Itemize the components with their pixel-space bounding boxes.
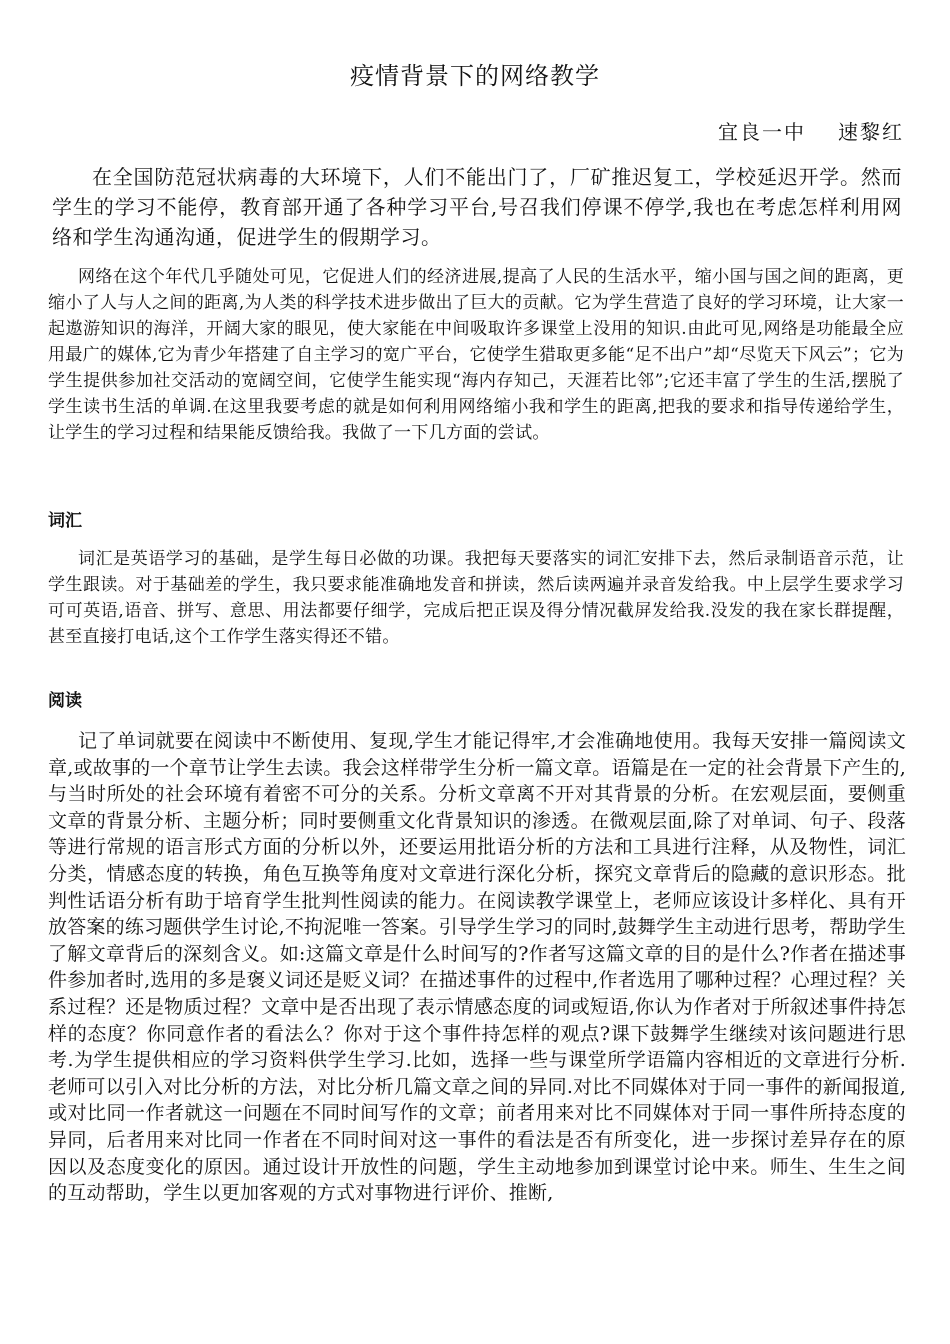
section-heading-vocab: 词汇 <box>48 511 82 531</box>
section-heading-reading: 阅读 <box>48 691 82 711</box>
document-title: 疫情背景下的网络教学 <box>350 62 600 90</box>
vocab-paragraph: 词汇是英语学习的基础，是学生每日必做的功课。我把每天要落实的词汇安排下去，然后录制语音示范，让学生跟读。对于基础差的学生，我只要求能准确地发音和拼读，然后读两遍并录音发给我。中上层学生要求学习可可英语,语音、拼写、意思、用法都要仔细学，完成后把正误及得分情况截屏发给我.没发的我在家长群提醒，甚至直接打电话,这个工作学生落实得还不错。 <box>48 549 904 647</box>
intro-paragraph: 在全国防范冠状病毒的大环境下，人们不能出门了，厂矿推迟复工，学校延迟开学。然而学生的学习不能停，教育部开通了各种学习平台,号召我们停课不停学,我也在考虑怎样利用网络和学生沟通沟通，促进学生的假期学习。 <box>52 165 902 249</box>
reading-paragraph: 记了单词就要在阅读中不断使用、复现,学生才能记得牢,才会准确地使用。我每天安排一篇阅读文章,或故事的一个章节让学生去读。我会这样带学生分析一篇文章。语篇是在一定的社会背景下产生的,与当时所处的社会环境有着密不可分的关系。分析文章离不开对其背景的分析。在宏观层面，要侧重文章的背景分析、主题分析；同时要侧重文化背景知识的渗透。在微观层面,除了对单词、句子、段落等进行常规的语言形式方面的分析以外，还要运用批语分析的方法和工具进行注释，从及物性，词汇分类，情感态度的转换，角色互换等角度对文章进行深化分析，探究文章背后的隐藏的意识形态。批判性话语分析有助于培育学生批判性阅读的能力。在阅读教学课堂上，老师应该设计多样化、具有开放答案的练习题供学生讨论,不拘泥唯一答案。引导学生学习的同时,鼓舞学生主动进行思考，帮助学生了解文章背后的深刻含义。如:这篇文章是什么时间写的?作者写这篇文章的目的是什么?作者在描述事件参加者时,选用的多是褒义词还是贬义词？在描述事件的过程中,作者选用了哪种过程？心理过程？关系过程？还是物质过程？文章中是否出现了表示情感态度的词或短语,你认为作者对于所叙述事件持怎样的态度？你同意作者的看法么？你对于这个事件持怎样的观点?课下鼓舞学生继续对该问题进行思考.为学生提供相应的学习资料供学生学习.比如，选择一些与课堂所学语篇内容相近的文章进行分析.老师可以引入对比分析的方法，对比分析几篇文章之间的异同.对比不同媒体对于同一事件的新闻报道,或对比同一作者就这一问题在不同时间写作的文章；前者用来对比不同媒体对于同一事件所持态度的异同，后者用来对比同一作者在不同时间对这一事件的看法是否有所变化，进一步探讨差异存在的原因以及态度变化的原因。通过设计开放性的问题，学生主动地参加到课堂讨论中来。师生、生生之间的互动帮助，学生以更加客观的方式对事物进行评价、推断, <box>48 730 906 1205</box>
author-name: 速黎红 <box>838 120 904 144</box>
school-name: 宜良一中 <box>718 120 806 144</box>
network-paragraph: 网络在这个年代几乎随处可见，它促进人们的经济进展,提高了人民的生活水平，缩小国与国之间的距离，更缩小了人与人之间的距离,为人类的科学技术进步做出了巨大的贡献。它为学生营造了良好的学习环境，让大家一起遨游知识的海洋，开阔大家的眼见，使大家能在中间吸取许多课堂上没用的知识.由此可见,网络是功能最全应用最广的媒体,它为青少年搭建了自主学习的宽广平台，它使学生猎取更多能“足不出户”却“尽览天下风云”；它为学生提供参加社交活动的宽阔空间，它使学生能实现“海内存知己，天涯若比邻”;它还丰富了学生的生活,摆脱了学生读书生活的单调.在这里我要考虑的就是如何利用网络缩小我和学生的距离,把我的要求和指导传递给学生，让学生的学习过程和结果能反馈给我。我做了一下几方面的尝试。 <box>48 267 904 443</box>
author-line <box>718 118 904 146</box>
